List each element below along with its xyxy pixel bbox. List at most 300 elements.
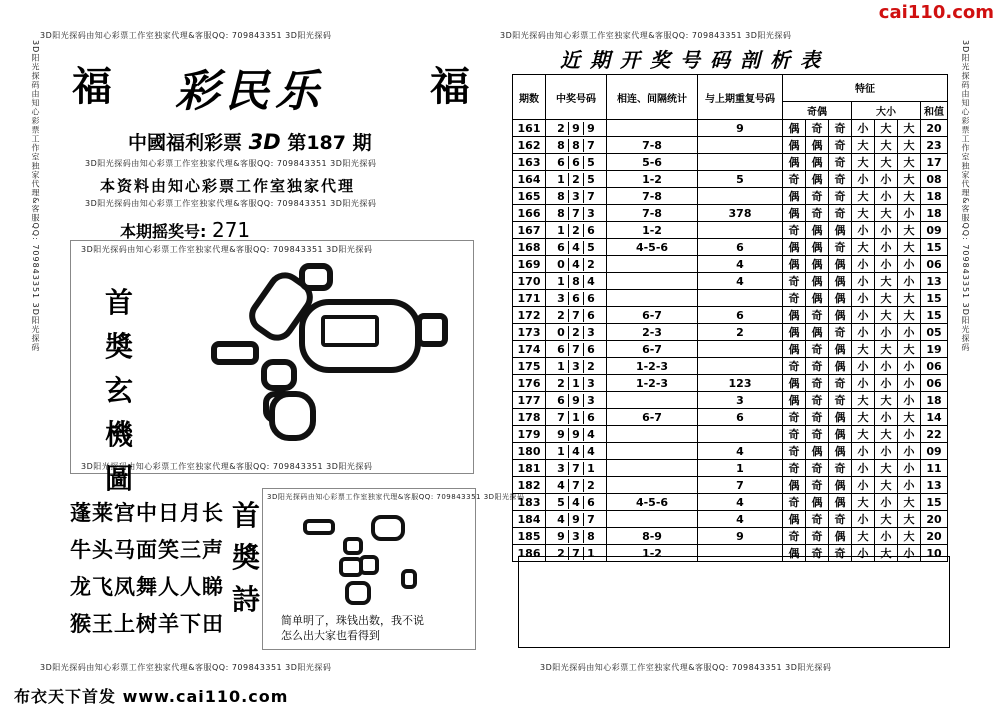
repeat-cell: 378	[698, 205, 783, 222]
repeat-cell: 123	[698, 375, 783, 392]
number-digit: 7	[569, 207, 584, 220]
number-digit: 8	[554, 207, 569, 220]
oddeven-cell: 偶	[806, 494, 829, 511]
adjacent-cell	[607, 256, 698, 273]
adjacent-cell: 4-5-6	[607, 494, 698, 511]
numbers-cell	[546, 392, 607, 409]
sum-cell: 18	[921, 392, 948, 409]
sum-cell: 20	[921, 528, 948, 545]
number-digit: 6	[587, 342, 595, 356]
numbers-cell	[546, 239, 607, 256]
number-digit: 1	[554, 173, 569, 186]
sum-cell: 11	[921, 460, 948, 477]
number-digit: 4	[587, 274, 595, 288]
numbers-cell	[546, 137, 607, 154]
oddeven-cell: 偶	[806, 324, 829, 341]
oddeven-cell: 奇	[829, 137, 852, 154]
bead-shape	[359, 555, 379, 575]
number-digit: 5	[587, 172, 595, 186]
puzzle-title-char: 首	[104, 286, 133, 319]
number-digit: 4	[587, 427, 595, 441]
number-digit: 6	[587, 308, 595, 322]
numbers-cell	[546, 358, 607, 375]
bigsmall-cell: 大	[898, 511, 921, 528]
fu-left-char: 福	[72, 63, 112, 110]
bigsmall-cell: 大	[898, 528, 921, 545]
oddeven-cell: 奇	[806, 205, 829, 222]
numbers-cell	[546, 256, 607, 273]
puzzle-title-char: 奬	[104, 330, 133, 363]
oddeven-cell: 偶	[806, 222, 829, 239]
number-digit: 2	[569, 173, 584, 186]
bigsmall-cell: 小	[852, 324, 875, 341]
adjacent-cell	[607, 290, 698, 307]
sum-cell: 15	[921, 239, 948, 256]
oddeven-cell: 奇	[783, 409, 806, 426]
oddeven-cell: 偶	[783, 188, 806, 205]
sum-cell: 05	[921, 324, 948, 341]
side-title-char: 首	[231, 499, 260, 532]
number-digit: 4	[569, 445, 584, 458]
number-digit: 2	[554, 377, 569, 390]
adjacent-cell: 1-2	[607, 545, 698, 562]
oddeven-cell: 偶	[783, 205, 806, 222]
ad-line: 本资料由知心彩票工作室独家代理	[100, 177, 356, 195]
number-digit: 6	[569, 156, 584, 169]
table-row	[513, 222, 948, 239]
number-digit: 6	[587, 291, 595, 305]
number-digit: 9	[569, 394, 584, 407]
coin-hole	[321, 315, 379, 347]
bigsmall-cell: 小	[852, 171, 875, 188]
bigsmall-cell: 小	[898, 375, 921, 392]
oddeven-cell: 偶	[829, 358, 852, 375]
bigsmall-cell: 小	[852, 511, 875, 528]
repeat-cell: 6	[698, 409, 783, 426]
numbers-cell	[546, 120, 607, 137]
oddeven-cell: 偶	[783, 137, 806, 154]
numbers-cell	[546, 375, 607, 392]
adjacent-cell: 2-3	[607, 324, 698, 341]
number-digit: 2	[569, 224, 584, 237]
repeat-cell	[698, 290, 783, 307]
puzzle-border-text-bottom: 3D阳光探码由知心彩票工作室独家代理&客服QQ: 709843351 3D阳光探码	[81, 462, 373, 471]
oddeven-cell: 奇	[783, 222, 806, 239]
number-digit: 6	[554, 343, 569, 356]
sum-cell: 15	[921, 307, 948, 324]
number-digit: 9	[569, 122, 584, 135]
oddeven-cell: 奇	[783, 273, 806, 290]
header-border-text: 3D阳光探码由知心彩票工作室独家代理&客服QQ: 709843351 3D阳光探码	[85, 159, 377, 168]
bigsmall-cell: 小	[898, 358, 921, 375]
number-digit: 1	[587, 461, 595, 475]
table-row	[513, 154, 948, 171]
bigsmall-cell: 小	[852, 460, 875, 477]
number-digit: 6	[554, 156, 569, 169]
number-digit: 8	[587, 529, 595, 543]
repeat-cell: 6	[698, 307, 783, 324]
oddeven-cell: 奇	[829, 171, 852, 188]
table-row	[513, 120, 948, 137]
side-title-char: 奬	[231, 541, 260, 574]
bigsmall-cell: 小	[898, 256, 921, 273]
oddeven-cell: 偶	[806, 290, 829, 307]
oddeven-cell: 奇	[806, 375, 829, 392]
number-digit: 2	[587, 478, 595, 492]
bigsmall-cell: 大	[898, 307, 921, 324]
col-header-sum: 和值	[921, 101, 948, 119]
bigsmall-cell: 大	[898, 239, 921, 256]
bigsmall-cell: 大	[875, 460, 898, 477]
analysis-table	[512, 74, 948, 562]
period-cell: 169	[513, 256, 546, 273]
poem-line: 蓬莱宫中日月长	[70, 501, 224, 525]
col-header-repeat: 与上期重复号码	[698, 75, 783, 120]
bigsmall-cell: 大	[898, 341, 921, 358]
issue-3d: 3D	[248, 130, 281, 154]
adjacent-cell	[607, 273, 698, 290]
period-cell: 173	[513, 324, 546, 341]
draw-label: 本期摇奖号:	[120, 222, 207, 241]
bigsmall-cell: 小	[875, 222, 898, 239]
bigsmall-cell: 大	[852, 341, 875, 358]
bigsmall-cell: 大	[875, 273, 898, 290]
adjacent-cell: 1-2	[607, 222, 698, 239]
number-digit: 9	[554, 428, 569, 441]
oddeven-cell: 奇	[829, 545, 852, 562]
oddeven-cell: 偶	[829, 290, 852, 307]
number-digit: 2	[569, 326, 584, 339]
site-logo: cai110.com	[878, 2, 994, 23]
numbers-cell	[546, 222, 607, 239]
number-digit: 1	[587, 546, 595, 560]
adjacent-cell	[607, 511, 698, 528]
repeat-cell: 5	[698, 171, 783, 188]
puzzle-title	[99, 281, 139, 501]
sum-cell: 06	[921, 375, 948, 392]
adjacent-cell: 4-5-6	[607, 239, 698, 256]
number-digit: 0	[554, 258, 569, 271]
number-digit: 7	[587, 138, 595, 152]
adjacent-cell	[607, 477, 698, 494]
number-digit: 3	[569, 530, 584, 543]
oddeven-cell: 偶	[783, 341, 806, 358]
period-cell: 179	[513, 426, 546, 443]
bead-shape	[371, 515, 405, 541]
bigsmall-cell: 大	[875, 154, 898, 171]
oddeven-cell: 奇	[829, 460, 852, 477]
repeat-cell	[698, 137, 783, 154]
bigsmall-cell: 大	[898, 188, 921, 205]
oddeven-cell: 偶	[829, 222, 852, 239]
repeat-cell	[698, 188, 783, 205]
col-header-features: 特征	[783, 75, 948, 102]
number-digit: 1	[554, 224, 569, 237]
bigsmall-cell: 大	[875, 120, 898, 137]
table-row	[513, 171, 948, 188]
table-row	[513, 239, 948, 256]
sum-cell: 20	[921, 511, 948, 528]
repeat-cell	[698, 222, 783, 239]
period-cell: 178	[513, 409, 546, 426]
repeat-cell	[698, 426, 783, 443]
oddeven-cell: 偶	[783, 324, 806, 341]
numbers-cell	[546, 307, 607, 324]
oddeven-cell: 偶	[806, 154, 829, 171]
oddeven-cell: 奇	[806, 528, 829, 545]
bigsmall-cell: 大	[898, 154, 921, 171]
period-cell: 174	[513, 341, 546, 358]
sum-cell: 13	[921, 477, 948, 494]
number-digit: 6	[554, 394, 569, 407]
oddeven-cell: 偶	[783, 239, 806, 256]
repeat-cell	[698, 154, 783, 171]
issue-line	[128, 128, 372, 155]
sum-cell: 15	[921, 494, 948, 511]
bigsmall-cell: 小	[898, 273, 921, 290]
oddeven-cell: 奇	[806, 409, 829, 426]
bigsmall-cell: 小	[898, 205, 921, 222]
number-digit: 7	[587, 512, 595, 526]
repeat-cell	[698, 341, 783, 358]
oddeven-cell: 偶	[806, 137, 829, 154]
sum-cell: 22	[921, 426, 948, 443]
bigsmall-cell: 小	[875, 239, 898, 256]
oddeven-cell: 偶	[806, 273, 829, 290]
bigsmall-cell: 大	[875, 137, 898, 154]
adjacent-cell: 1-2-3	[607, 375, 698, 392]
bigsmall-cell: 小	[898, 545, 921, 562]
note-line: 怎么出大家也看得到	[281, 629, 380, 642]
repeat-cell: 6	[698, 239, 783, 256]
number-digit: 4	[554, 479, 569, 492]
oddeven-cell: 奇	[829, 375, 852, 392]
adjacent-cell: 7-8	[607, 205, 698, 222]
oddeven-cell: 偶	[783, 545, 806, 562]
bigsmall-cell: 大	[852, 426, 875, 443]
adjacent-cell	[607, 460, 698, 477]
bigsmall-cell: 大	[875, 392, 898, 409]
numbers-cell	[546, 460, 607, 477]
number-digit: 8	[554, 190, 569, 203]
col-header-oddeven: 奇偶	[783, 101, 852, 119]
period-cell: 168	[513, 239, 546, 256]
period-cell: 183	[513, 494, 546, 511]
repeat-cell	[698, 358, 783, 375]
table-row	[513, 256, 948, 273]
number-digit: 4	[554, 513, 569, 526]
oddeven-cell: 奇	[829, 324, 852, 341]
bigsmall-cell: 小	[852, 307, 875, 324]
bigsmall-cell: 大	[852, 188, 875, 205]
oddeven-cell: 奇	[806, 341, 829, 358]
oddeven-cell: 奇	[806, 358, 829, 375]
table-row	[513, 358, 948, 375]
oddeven-cell: 奇	[829, 154, 852, 171]
oddeven-cell: 奇	[806, 426, 829, 443]
oddeven-cell: 偶	[806, 239, 829, 256]
numbers-cell	[546, 426, 607, 443]
table-row	[513, 426, 948, 443]
oddeven-cell: 奇	[806, 120, 829, 137]
bead-shape	[211, 341, 259, 365]
bigsmall-cell: 大	[875, 290, 898, 307]
col-header-period: 期数	[513, 75, 546, 120]
bigsmall-cell: 大	[898, 494, 921, 511]
adjacent-cell	[607, 120, 698, 137]
number-digit: 2	[554, 547, 569, 560]
poem-line: 猴王上树羊下田	[70, 612, 224, 636]
issue-number: 第187 期	[287, 132, 372, 154]
oddeven-cell: 奇	[783, 358, 806, 375]
oddeven-cell: 偶	[806, 256, 829, 273]
bigsmall-cell: 大	[875, 307, 898, 324]
bigsmall-cell: 大	[875, 205, 898, 222]
bigsmall-cell: 小	[852, 256, 875, 273]
right-border-text: 3D阳光探码由知心彩票工作室独家代理&客服QQ: 709843351 3D阳光探码	[961, 40, 970, 352]
bigsmall-cell: 大	[852, 392, 875, 409]
oddeven-cell: 奇	[783, 460, 806, 477]
table-row	[513, 324, 948, 341]
bigsmall-cell: 小	[898, 477, 921, 494]
period-cell: 175	[513, 358, 546, 375]
bigsmall-cell: 小	[875, 171, 898, 188]
oddeven-cell: 奇	[829, 205, 852, 222]
note-line: 简单明了，珠钱出数，我不说	[281, 614, 424, 627]
poem-line: 龙飞凤舞人人睇	[70, 575, 224, 599]
number-digit: 6	[554, 241, 569, 254]
number-digit: 9	[587, 121, 595, 135]
repeat-cell: 9	[698, 120, 783, 137]
poem-line: 牛头马面笑三声	[70, 538, 224, 562]
repeat-cell: 7	[698, 477, 783, 494]
number-digit: 6	[587, 223, 595, 237]
col-header-numbers: 中奖号码	[546, 75, 607, 120]
number-digit: 1	[554, 275, 569, 288]
numbers-cell	[546, 528, 607, 545]
oddeven-cell: 偶	[806, 171, 829, 188]
oddeven-cell: 奇	[829, 120, 852, 137]
oddeven-cell: 奇	[829, 392, 852, 409]
numbers-cell	[546, 443, 607, 460]
bigsmall-cell: 小	[898, 324, 921, 341]
repeat-cell: 4	[698, 273, 783, 290]
numbers-cell	[546, 290, 607, 307]
number-digit: 6	[587, 495, 595, 509]
adjacent-cell: 7-8	[607, 137, 698, 154]
adjacent-cell: 8-9	[607, 528, 698, 545]
bead-shape	[345, 581, 371, 605]
oddeven-cell: 奇	[783, 528, 806, 545]
oddeven-cell: 奇	[806, 188, 829, 205]
fu-right-char: 福	[430, 63, 470, 110]
oddeven-cell: 奇	[783, 494, 806, 511]
period-cell: 180	[513, 443, 546, 460]
oddeven-cell: 偶	[829, 341, 852, 358]
side-puzzle-title	[228, 495, 264, 621]
number-digit: 3	[554, 292, 569, 305]
number-digit: 4	[569, 496, 584, 509]
note-text	[281, 613, 424, 643]
numbers-cell	[546, 341, 607, 358]
bigsmall-cell: 大	[875, 545, 898, 562]
bigsmall-cell: 大	[852, 154, 875, 171]
table-row	[513, 528, 948, 545]
number-digit: 8	[554, 139, 569, 152]
table-row	[513, 460, 948, 477]
number-digit: 3	[569, 190, 584, 203]
numbers-cell	[546, 324, 607, 341]
number-digit: 0	[554, 326, 569, 339]
number-digit: 3	[587, 376, 595, 390]
sum-cell: 09	[921, 222, 948, 239]
bigsmall-cell: 小	[875, 409, 898, 426]
bigsmall-cell: 小	[875, 324, 898, 341]
bigsmall-cell: 大	[898, 222, 921, 239]
bead-shape	[343, 537, 363, 555]
bead-shape	[261, 359, 297, 391]
oddeven-cell: 偶	[783, 511, 806, 528]
table-row	[513, 341, 948, 358]
table-row	[513, 494, 948, 511]
number-digit: 7	[569, 547, 584, 560]
number-digit: 6	[569, 292, 584, 305]
oddeven-cell: 奇	[829, 239, 852, 256]
oddeven-cell: 奇	[783, 443, 806, 460]
adjacent-cell: 1-2	[607, 171, 698, 188]
oddeven-cell: 偶	[783, 120, 806, 137]
bigsmall-cell: 大	[875, 341, 898, 358]
bigsmall-cell: 小	[875, 188, 898, 205]
bigsmall-cell: 大	[852, 205, 875, 222]
number-digit: 1	[554, 445, 569, 458]
bead-shape	[299, 263, 333, 291]
oddeven-cell: 偶	[829, 307, 852, 324]
numbers-cell	[546, 409, 607, 426]
analysis-table-wrap	[512, 74, 948, 562]
number-digit: 7	[569, 479, 584, 492]
number-digit: 7	[554, 411, 569, 424]
sum-cell: 18	[921, 205, 948, 222]
table-row	[513, 290, 948, 307]
period-cell: 177	[513, 392, 546, 409]
repeat-cell: 2	[698, 324, 783, 341]
puzzle-title-char: 圖	[104, 462, 133, 495]
number-digit: 7	[569, 462, 584, 475]
number-digit: 8	[569, 275, 584, 288]
number-digit: 2	[554, 122, 569, 135]
oddeven-cell: 奇	[806, 511, 829, 528]
numbers-cell	[546, 171, 607, 188]
oddeven-cell: 奇	[806, 477, 829, 494]
bigsmall-cell: 小	[852, 545, 875, 562]
number-digit: 3	[554, 462, 569, 475]
adjacent-cell: 7-8	[607, 188, 698, 205]
period-cell: 171	[513, 290, 546, 307]
bigsmall-cell: 小	[852, 120, 875, 137]
table-row	[513, 273, 948, 290]
oddeven-cell: 奇	[806, 307, 829, 324]
period-cell: 161	[513, 120, 546, 137]
col-header-adjacent: 相连、间隔统计	[607, 75, 698, 120]
oddeven-cell: 奇	[806, 392, 829, 409]
number-digit: 2	[554, 309, 569, 322]
oddeven-cell: 偶	[806, 443, 829, 460]
adjacent-cell	[607, 426, 698, 443]
sum-cell: 08	[921, 171, 948, 188]
bigsmall-cell: 小	[852, 358, 875, 375]
sum-cell: 18	[921, 188, 948, 205]
